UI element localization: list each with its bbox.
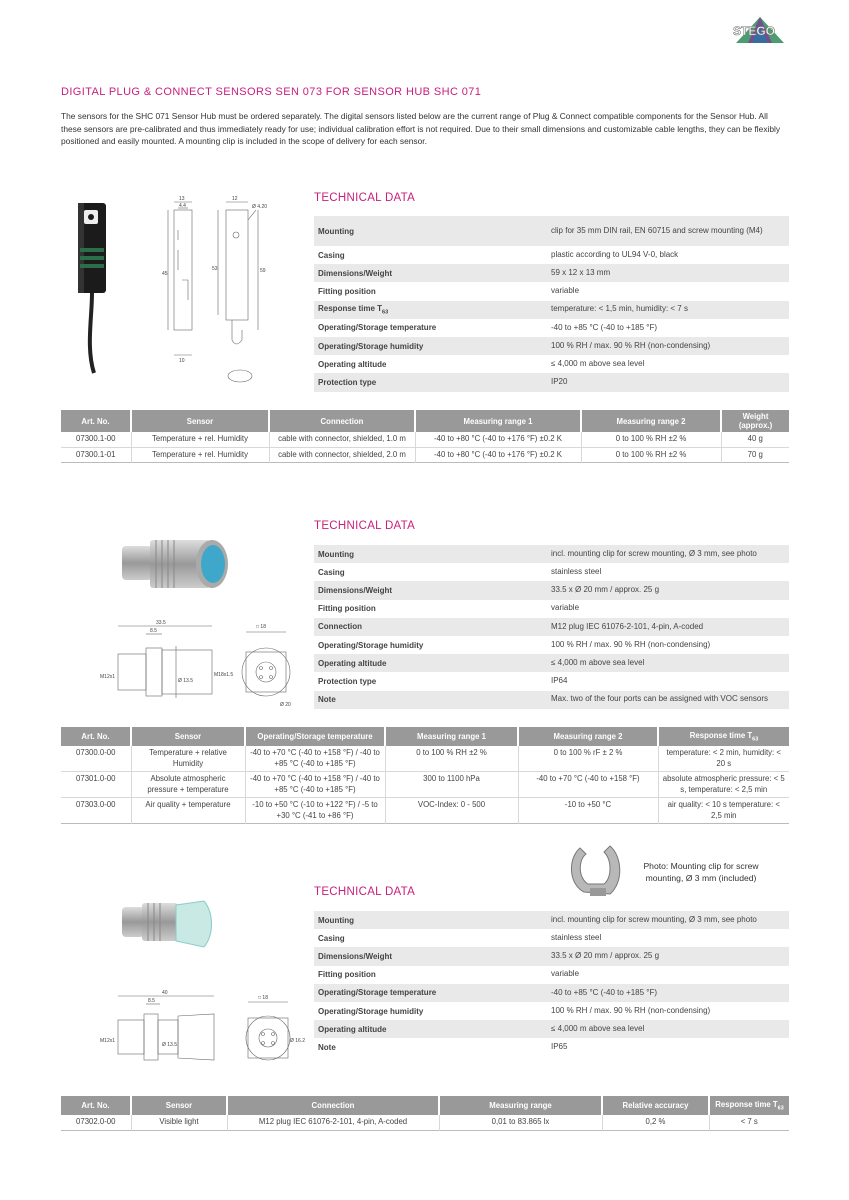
spec-value: 33.5 x Ø 20 mm / approx. 25 g	[551, 585, 660, 595]
sensor-photo-light	[118, 893, 218, 963]
dim-label: 8.5	[150, 628, 157, 634]
dim-label: Ø 13.5	[178, 678, 194, 684]
table-cell: 07302.0-00	[61, 1115, 131, 1130]
sensor-photo-steel	[116, 528, 236, 603]
spec-row	[314, 636, 789, 654]
table-cell: 07301.0-00	[61, 772, 131, 798]
spec-key: Casing	[318, 250, 345, 260]
spec-value: clip for 35 mm DIN rail, EN 60715 and screw mounting (M4)	[551, 225, 763, 235]
spec-key: Dimensions/Weight	[318, 585, 393, 595]
spec-row	[314, 600, 789, 618]
spec-key: Operating/Storage humidity	[318, 341, 424, 351]
intro-paragraph: The sensors for the SHC 071 Sensor Hub must be ordered separately. The digital sensors listed below are the current range of Plug & Connect compatible components for the Sensor Hub. All these sensors are pre-calibrated and thus immediately ready for use; individual calibration effort is not required. Due to their small dimensions and customizable cable lengths, they can be flexibly positioned and easily mounted. A mounting clip is included in the scope of delivery for each sensor.	[61, 111, 781, 147]
table-cell: -10 to +50 °C	[518, 798, 658, 824]
table-cell: 0 to 100 % RH ±2 %	[581, 447, 721, 463]
table-cell: -40 to +70 °C (-40 to +158 °F) / -40 to +85 °C (-40 to +185 °F)	[245, 746, 385, 772]
dim-label: 13	[179, 196, 185, 202]
spec-value: incl. mounting clip for screw mounting, Ø 3 mm, see photo	[551, 914, 757, 924]
technical-drawing-plastic	[160, 190, 280, 390]
dim-label: □ 18	[256, 624, 266, 630]
spec-row	[314, 337, 789, 355]
dim-label: Ø 13.5	[162, 1042, 178, 1048]
spec-key: Mounting	[318, 226, 354, 236]
spec-key: Connection	[318, 622, 362, 632]
spec-row	[314, 654, 789, 672]
dim-label: □ 18	[258, 995, 268, 1001]
table-row	[61, 798, 789, 824]
technical-drawing-steel	[96, 618, 301, 710]
table-cell: Temperature + rel. Humidity	[131, 432, 269, 447]
table-cell: Temperature + relative Humidity	[131, 746, 245, 772]
table-header: Art. No.	[61, 727, 131, 746]
table-cell: cable with connector, shielded, 2.0 m	[269, 447, 415, 463]
table-cell: cable with connector, shielded, 1.0 m	[269, 432, 415, 447]
dim-label: Ø 4.20	[252, 204, 268, 210]
table-cell: 0,2 %	[602, 1115, 709, 1130]
table-header: Measuring range 2	[518, 727, 658, 746]
spec-key: Fitting position	[318, 286, 376, 296]
spec-row	[314, 373, 789, 391]
table-cell: < 7 s	[740, 1117, 758, 1126]
spec-row	[314, 246, 789, 264]
dim-label: M12x1	[100, 674, 116, 680]
table-header: Sensor	[131, 727, 245, 746]
spec-value: -40 to +85 °C (-40 to +185 °F)	[551, 322, 658, 332]
spec-value: IP65	[551, 1042, 568, 1052]
product-table-2	[61, 727, 789, 824]
spec-row	[314, 618, 789, 636]
spec-row	[314, 691, 789, 709]
spec-value: variable	[551, 286, 580, 296]
table-cell: VOC-Index: 0 - 500	[385, 798, 518, 824]
technical-drawing-light	[96, 990, 306, 1068]
spec-key: Operating/Storage temperature	[318, 988, 437, 998]
spec-key: Mounting	[318, 549, 354, 559]
table-header: Measuring range 2	[581, 410, 721, 432]
spec-row	[314, 1020, 789, 1038]
dim-label: 4.4	[179, 203, 186, 209]
table-cell: 40 g	[747, 434, 763, 443]
table-header: Connection	[227, 1096, 439, 1115]
spec-row	[314, 282, 789, 300]
table-cell: Air quality + temperature	[131, 798, 245, 824]
clip-photo-caption: Photo: Mounting clip for screw mounting, Ø 3 mm (included)	[643, 861, 759, 884]
table-cell: Temperature + rel. Humidity	[131, 447, 269, 463]
table-header: Response time $T_{63}$	[709, 1096, 789, 1115]
spec-value: ≤ 4,000 m above sea level	[551, 658, 645, 668]
spec-row	[314, 216, 789, 246]
dim-label: 12	[232, 196, 238, 202]
table-cell: -40 to +80 °C (-40 to +176 °F) ±0.2 K	[415, 447, 581, 463]
table-cell: 0 to 100 % rF ± 2 %	[518, 746, 658, 772]
table-header: Measuring range	[439, 1096, 602, 1115]
table-cell: 07300.1-00	[61, 432, 131, 447]
table-header: Art. No.	[61, 410, 131, 432]
spec-row	[314, 929, 789, 947]
table-cell: 07300.1-01	[61, 447, 131, 463]
dim-label: 8.5	[148, 998, 155, 1004]
table-cell: 0,01 to 83.865 lx	[439, 1115, 602, 1130]
spec-row	[314, 355, 789, 373]
table-header: Sensor	[131, 410, 269, 432]
table-cell: air quality: < 10 s temperature: < 2,5 min	[667, 800, 780, 820]
spec-value: stainless steel	[551, 933, 602, 943]
table-header: Connection	[269, 410, 415, 432]
spec-row	[314, 984, 789, 1002]
spec-key: Note	[318, 695, 336, 705]
spec-key: Casing	[318, 933, 345, 943]
spec-key: Dimensions/Weight	[318, 951, 393, 961]
spec-table-1	[314, 216, 789, 392]
table-cell: -40 to +70 °C (-40 to +158 °F) / -40 to +85 °C (-40 to +185 °F)	[245, 772, 385, 798]
table-cell: Visible light	[131, 1115, 227, 1130]
table-header: Operating/Storage temperature	[245, 727, 385, 746]
page-title: DIGITAL PLUG & CONNECT SENSORS SEN 073 FOR SENSOR HUB SHC 071	[61, 86, 482, 98]
spec-value: 100 % RH / max. 90 % RH (non-condensing)	[551, 340, 711, 350]
spec-row	[314, 545, 789, 563]
spec-table-3	[314, 911, 789, 1057]
dim-label: Ø 16.2	[290, 1038, 306, 1044]
spec-value: plastic according to UL94 V-0, black	[551, 249, 679, 259]
spec-key: Note	[318, 1042, 336, 1052]
spec-row	[314, 301, 789, 319]
table-cell: temperature: < 2 min, humidity: < 20 s	[666, 748, 781, 768]
spec-value: stainless steel	[551, 567, 602, 577]
table-cell: -10 to +50 °C (-10 to +122 °F) / -5 to +30 °C (-41 to +86 °F)	[245, 798, 385, 824]
dim-label: 59	[260, 268, 266, 274]
table-header: Response time $T_{63}$	[658, 727, 789, 746]
dim-label: 40	[162, 990, 168, 996]
table-header: Sensor	[131, 1096, 227, 1115]
table-header: Measuring range 1	[415, 410, 581, 432]
spec-key: Operating altitude	[318, 658, 387, 668]
spec-value: ≤ 4,000 m above sea level	[551, 1024, 645, 1034]
spec-value: temperature: < 1,5 min, humidity: < 7 s	[551, 304, 688, 314]
spec-key: Operating/Storage humidity	[318, 1006, 424, 1016]
table-cell: 07303.0-00	[61, 798, 131, 824]
table-header: Art. No.	[61, 1096, 131, 1115]
spec-value: -40 to +85 °C (-40 to +185 °F)	[551, 987, 658, 997]
spec-value: Max. two of the four ports can be assigned with VOC sensors	[551, 694, 768, 704]
table-header: Relative accuracy	[602, 1096, 709, 1115]
dim-label: 10	[179, 358, 185, 364]
spec-value: 59 x 12 x 13 mm	[551, 268, 611, 278]
stego-logo	[718, 15, 790, 45]
spec-value: incl. mounting clip for screw mounting, Ø 3 mm, see photo	[551, 548, 757, 558]
table-row	[61, 772, 789, 798]
dim-label: Ø 20	[280, 702, 291, 708]
table-header: Weight (approx.)	[721, 410, 789, 432]
dim-label: M12x1	[100, 1038, 116, 1044]
section-1-heading: TECHNICAL DATA	[314, 192, 416, 204]
spec-row	[314, 563, 789, 581]
table-cell: 70 g	[747, 449, 763, 459]
mounting-clip-photo	[566, 838, 626, 900]
spec-row	[314, 1038, 789, 1056]
spec-key: Protection type	[318, 676, 377, 686]
spec-key: Fitting position	[318, 970, 376, 980]
dim-label: M18x1.5	[214, 672, 234, 678]
spec-value: variable	[551, 603, 580, 613]
dim-label: 45	[162, 271, 168, 277]
spec-row	[314, 911, 789, 929]
spec-row	[314, 581, 789, 599]
table-cell: 0 to 100 % RH ±2 %	[581, 432, 721, 447]
product-table-3	[61, 1096, 789, 1131]
section-2-heading: TECHNICAL DATA	[314, 520, 416, 532]
spec-value: IP64	[551, 676, 568, 686]
table-cell: -40 to +70 °C (-40 to +158 °F)	[518, 772, 658, 798]
product-table-1	[61, 410, 789, 463]
spec-row	[314, 1002, 789, 1020]
spec-row	[314, 947, 789, 965]
table-cell: Absolute atmospheric pressure + temperature	[131, 772, 245, 798]
logo-text: STEGO	[732, 24, 776, 38]
spec-row	[314, 966, 789, 984]
table-cell: 0 to 100 % RH ±2 %	[385, 746, 518, 772]
table-row	[61, 432, 789, 447]
sensor-photo-plastic	[64, 198, 124, 373]
table-cell: 07300.0-00	[61, 746, 131, 772]
spec-value: 100 % RH / max. 90 % RH (non-condensing)	[551, 639, 711, 649]
spec-value: 100 % RH / max. 90 % RH (non-condensing)	[551, 1005, 711, 1015]
spec-table-2	[314, 545, 789, 709]
spec-value: M12 plug IEC 61076-2-101, 4-pin, A-coded	[551, 621, 704, 631]
spec-key: Dimensions/Weight	[318, 268, 393, 278]
table-cell: absolute atmospheric pressure: < 5 s, temperature: < 2,5 min	[662, 774, 785, 794]
spec-key: Protection type	[318, 377, 377, 387]
spec-value: ≤ 4,000 m above sea level	[551, 359, 645, 369]
table-header: Measuring range 1	[385, 727, 518, 746]
table-row	[61, 746, 789, 772]
spec-key: Fitting position	[318, 604, 376, 614]
spec-key: Operating/Storage humidity	[318, 640, 424, 650]
spec-row	[314, 264, 789, 282]
table-cell: 300 to 1100 hPa	[385, 772, 518, 798]
spec-value: variable	[551, 969, 580, 979]
spec-key: Response time $T_{63}$	[318, 303, 389, 316]
table-row	[61, 447, 789, 463]
spec-value: 33.5 x Ø 20 mm / approx. 25 g	[551, 951, 660, 961]
spec-value: IP20	[551, 377, 568, 387]
spec-key: Operating altitude	[318, 1024, 387, 1034]
table-row	[61, 1115, 789, 1130]
spec-key: Mounting	[318, 915, 354, 925]
table-cell: -40 to +80 °C (-40 to +176 °F) ±0.2 K	[415, 432, 581, 447]
spec-key: Casing	[318, 567, 345, 577]
spec-row	[314, 672, 789, 690]
spec-key: Operating altitude	[318, 359, 387, 369]
spec-key: Operating/Storage temperature	[318, 323, 437, 333]
section-3-heading: TECHNICAL DATA	[314, 886, 416, 898]
table-cell: M12 plug IEC 61076-2-101, 4-pin, A-coded	[227, 1115, 439, 1130]
dim-label: 53	[212, 266, 218, 272]
spec-row	[314, 319, 789, 337]
dim-label: 33.5	[156, 620, 166, 626]
